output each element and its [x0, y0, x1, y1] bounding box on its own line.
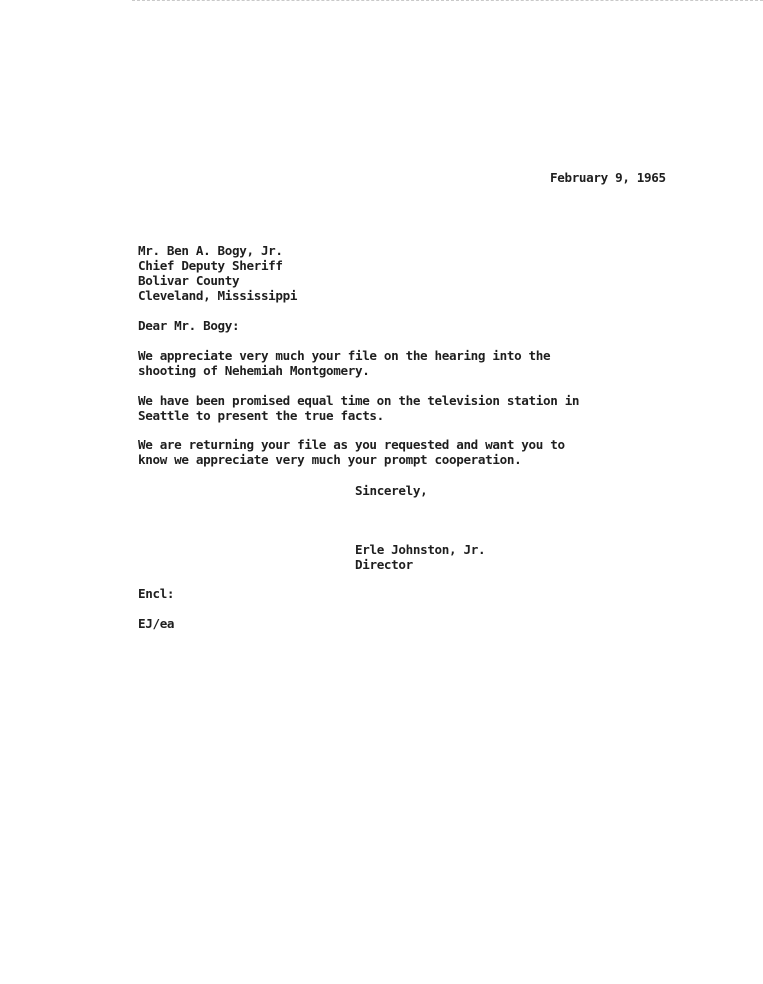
- recipient-city: Cleveland, Mississippi: [138, 288, 298, 303]
- recipient-county: Bolivar County: [138, 273, 240, 288]
- paragraph-line: We appreciate very much your file on the hearing into the: [138, 348, 551, 363]
- recipient-title: Chief Deputy Sheriff: [138, 258, 283, 273]
- enclosure-note: Encl:: [138, 586, 175, 601]
- top-edge-rule: [132, 0, 763, 1]
- signer-title: Director: [355, 557, 413, 572]
- letter-date: February 9, 1965: [550, 170, 666, 185]
- typist-initials: EJ/ea: [138, 616, 175, 631]
- recipient-name: Mr. Ben A. Bogy, Jr.: [138, 243, 283, 258]
- paragraph-line: shooting of Nehemiah Montgomery.: [138, 363, 370, 378]
- paragraph-line: We are returning your file as you requested and want you to: [138, 437, 565, 452]
- salutation: Dear Mr. Bogy:: [138, 318, 240, 333]
- paragraph-line: Seattle to present the true facts.: [138, 408, 384, 423]
- closing: Sincerely,: [355, 483, 428, 498]
- signer-name: Erle Johnston, Jr.: [355, 542, 486, 557]
- paragraph-line: know we appreciate very much your prompt cooperation.: [138, 452, 522, 467]
- paragraph-line: We have been promised equal time on the television station in: [138, 393, 580, 408]
